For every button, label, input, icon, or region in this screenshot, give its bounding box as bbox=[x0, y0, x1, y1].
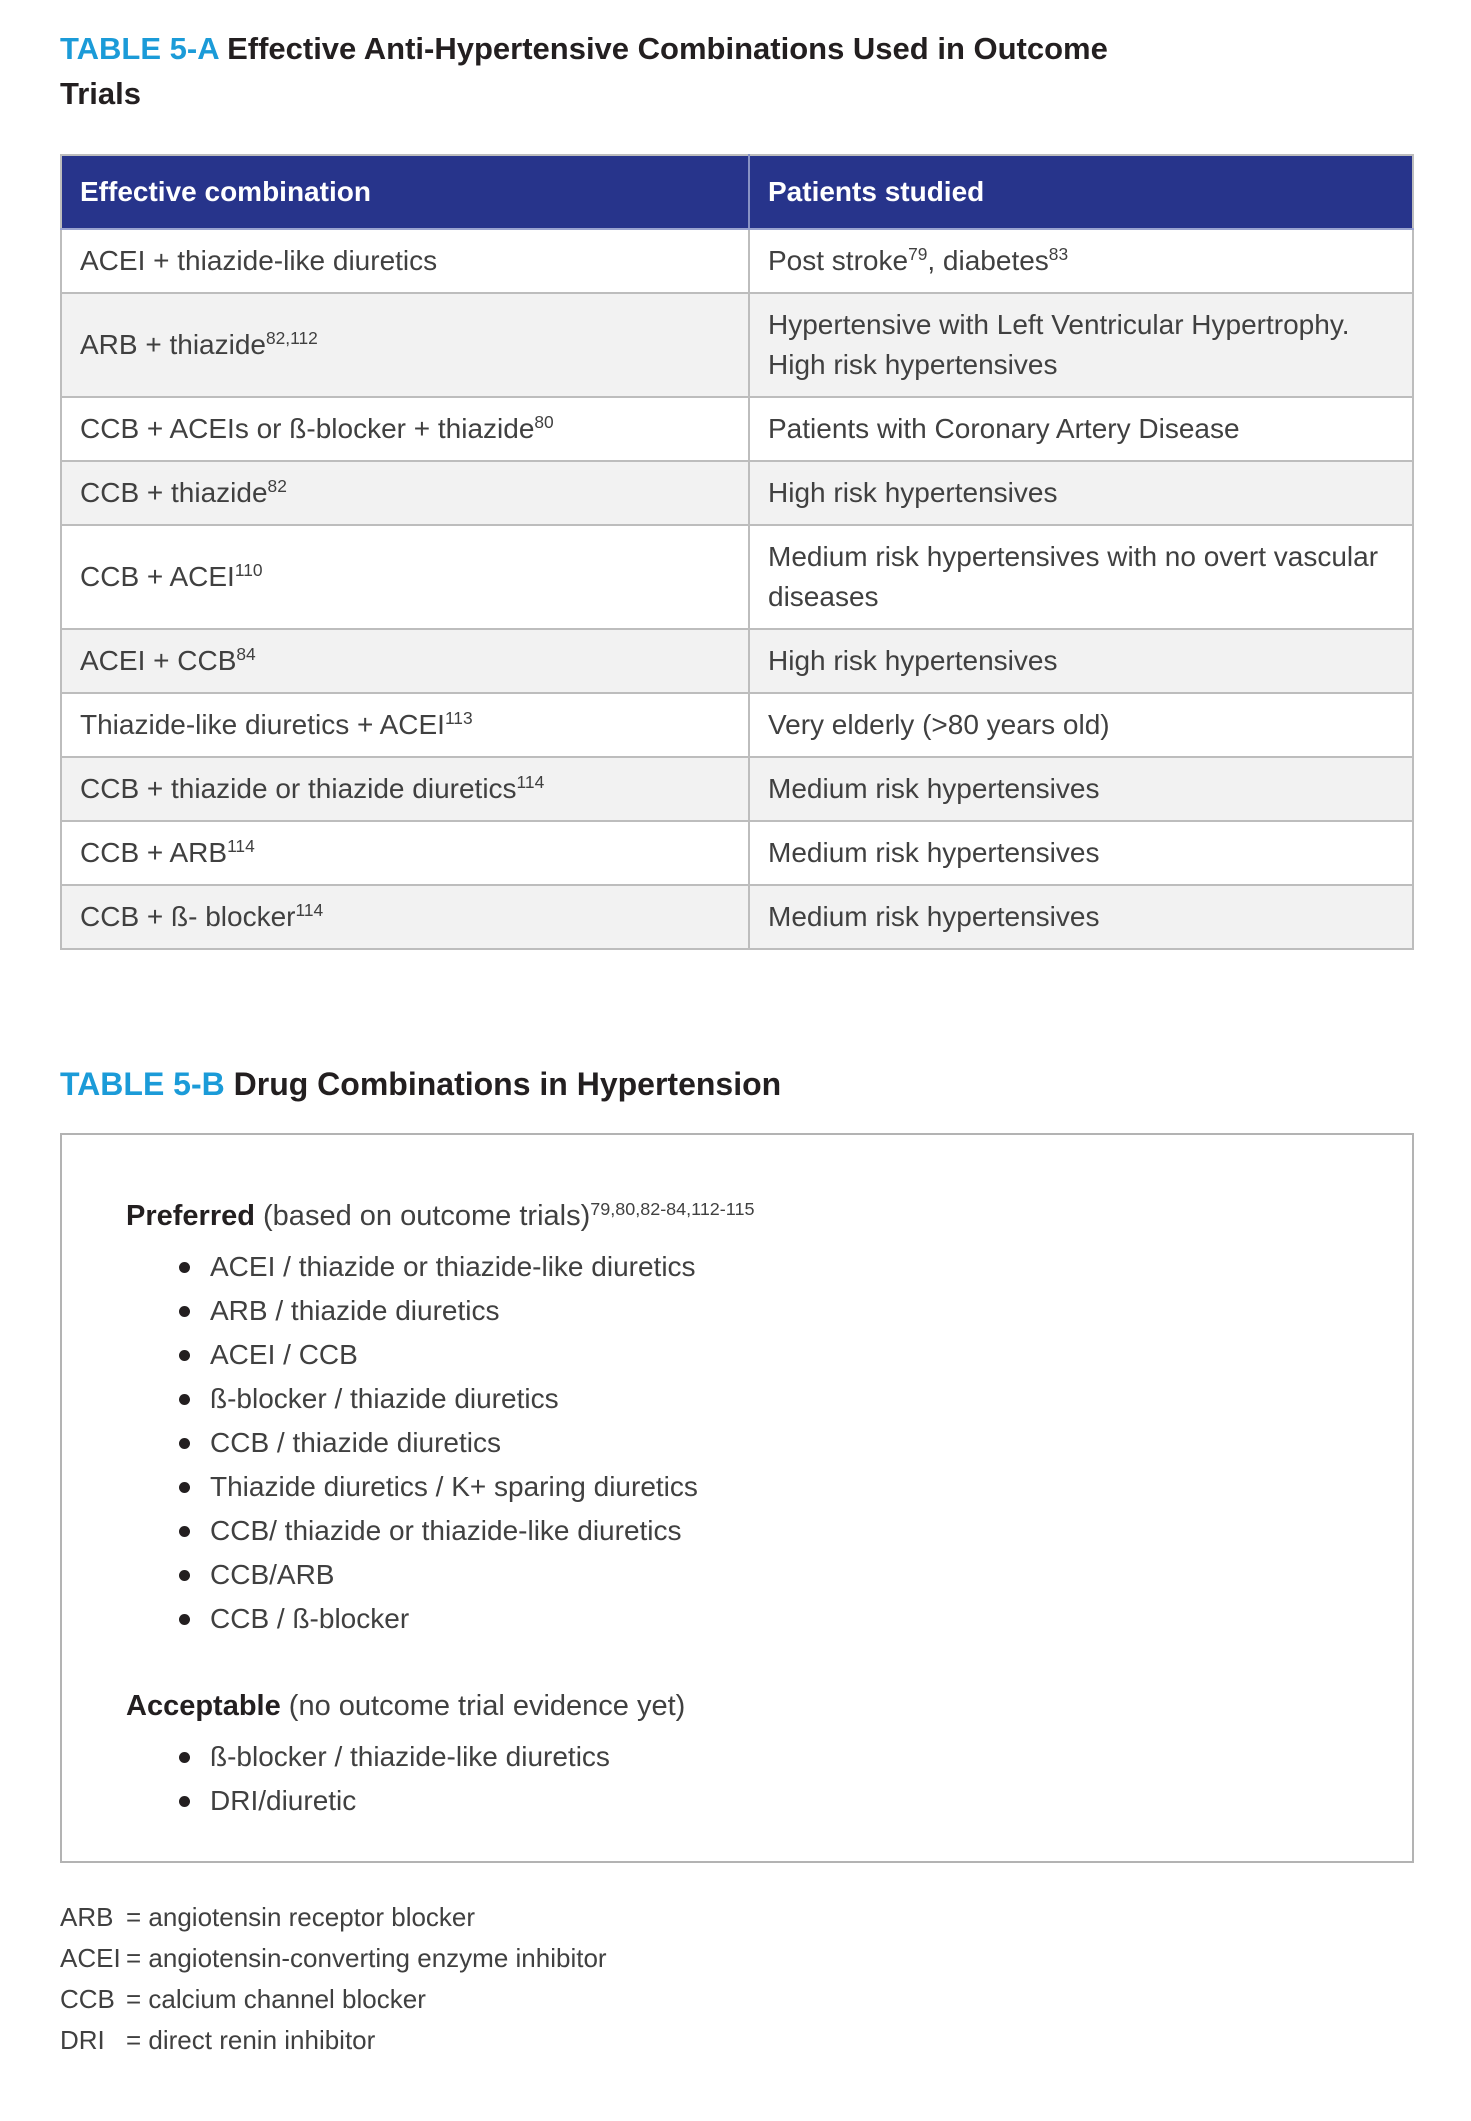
content-area bbox=[60, 0, 1414, 2061]
table-b-title: Drug Combinations in Hypertension bbox=[233, 1066, 782, 1102]
combo-list-item: Thiazide diuretics / K+ sparing diuretics bbox=[174, 1465, 1388, 1509]
table-header-row bbox=[61, 155, 1413, 229]
combo-list-item: ACEI / CCB bbox=[174, 1333, 1388, 1377]
reference-superscript: 80 bbox=[534, 412, 554, 433]
table-b-heading bbox=[60, 1062, 1414, 1107]
patients-cell: Hypertensive with Left Ventricular Hypertrophy. High risk hypertensives bbox=[749, 293, 1413, 397]
abbreviation-footnotes bbox=[60, 1897, 1414, 2061]
combo-list-item: ACEI / thiazide or thiazide-like diuretics bbox=[174, 1245, 1388, 1289]
footnote-row bbox=[60, 1897, 1414, 1938]
col-header-patients-studied: Patients studied bbox=[749, 155, 1413, 229]
combination-cell: CCB + ACEIs or ß-blocker + thiazide$^{80}$ bbox=[61, 397, 749, 461]
reference-superscript: 113 bbox=[444, 708, 473, 729]
combination-cell: CCB + $ARB^{114}$ bbox=[61, 821, 749, 885]
footnote-abbr: DRI bbox=[60, 2025, 105, 2055]
table-a-heading bbox=[60, 0, 1120, 116]
table-a-body bbox=[61, 229, 1413, 949]
section-heading bbox=[126, 1687, 1388, 1725]
footnote-row bbox=[60, 2020, 1414, 2061]
section-heading-term: Acceptable bbox=[126, 1690, 281, 1722]
reference-superscript: 82,112 bbox=[266, 328, 318, 349]
reference-superscript: 114 bbox=[227, 836, 255, 857]
reference-superscript: 84 bbox=[236, 644, 256, 665]
footnote-definition: = direct renin inhibitor bbox=[126, 2025, 376, 2055]
combo-section bbox=[126, 1197, 1388, 1641]
combination-cell: CCB + thiazide$^{82}$ bbox=[61, 461, 749, 525]
reference-superscript: 79 bbox=[908, 244, 928, 265]
table-b-label: TABLE 5-B bbox=[60, 1066, 225, 1102]
drug-combinations-box bbox=[60, 1133, 1414, 1863]
combo-list-item: CCB / thiazide diuretics bbox=[174, 1421, 1388, 1465]
combination-cell: CCB + thiazide or thiazide diuretics$^{114}$ bbox=[61, 757, 749, 821]
footnote-abbr: ACEI bbox=[60, 1943, 121, 1973]
table-row bbox=[61, 757, 1413, 821]
reference-superscript: 114 bbox=[295, 900, 324, 921]
combination-cell: CCB + ß- blocker$^{114}$ bbox=[61, 885, 749, 949]
reference-superscript: 110 bbox=[234, 560, 263, 581]
section-heading bbox=[126, 1197, 1388, 1235]
combination-cell: ACEI + $CCB^{84}$ bbox=[61, 629, 749, 693]
effective-combinations-table bbox=[60, 154, 1414, 950]
table-a-title: Effective Anti-Hypertensive Combinations Used in Outcome Trials bbox=[60, 31, 1108, 111]
combo-list-item: CCB/ARB bbox=[174, 1553, 1388, 1597]
patients-cell: Medium risk hypertensives bbox=[749, 757, 1413, 821]
reference-superscript: 114 bbox=[516, 772, 545, 793]
combo-list-item: CCB / ß-blocker bbox=[174, 1597, 1388, 1641]
table-row bbox=[61, 885, 1413, 949]
combo-list-item: ARB / thiazide diuretics bbox=[174, 1289, 1388, 1333]
patients-cell: Medium risk hypertensives bbox=[749, 885, 1413, 949]
section-heading-term: Preferred bbox=[126, 1200, 255, 1232]
patients-cell: Medium risk hypertensives with no overt vascular diseases bbox=[749, 525, 1413, 629]
combo-section bbox=[126, 1687, 1388, 1823]
combination-cell: ACEI + thiazide-like diuretics bbox=[61, 229, 749, 293]
footnote-row bbox=[60, 1938, 1414, 1979]
patients-cell: Post stroke$^{79}$, diabetes$^{83}$ bbox=[749, 229, 1413, 293]
footnote-abbr: ARB bbox=[60, 1902, 114, 1932]
section-heading-note: (based on outcome trials)$^{79,80,82-84,112-115}$ bbox=[254, 1199, 755, 1232]
combo-list-item: DRI/diuretic bbox=[174, 1779, 1388, 1823]
reference-superscript: 82 bbox=[267, 476, 287, 497]
table-row bbox=[61, 525, 1413, 629]
col-header-effective-combination: Effective combination bbox=[61, 155, 749, 229]
table-row bbox=[61, 629, 1413, 693]
combination-cell: CCB + $ACEI^{110}$ bbox=[61, 525, 749, 629]
section-heading-note: (no outcome trial evidence yet) bbox=[280, 1690, 686, 1722]
combo-list-item: ß-blocker / thiazide diuretics bbox=[174, 1377, 1388, 1421]
table-row bbox=[61, 229, 1413, 293]
table-row bbox=[61, 461, 1413, 525]
patients-cell: High risk hypertensives bbox=[749, 461, 1413, 525]
patients-cell: Very elderly (>80 years old) bbox=[749, 693, 1413, 757]
table-a-label: TABLE 5-A bbox=[60, 31, 219, 66]
reference-superscript: 83 bbox=[1048, 244, 1069, 265]
table-row bbox=[61, 693, 1413, 757]
combo-list-item: CCB/ thiazide or thiazide-like diuretics bbox=[174, 1509, 1388, 1553]
combo-list bbox=[174, 1735, 1388, 1823]
reference-superscript: 79,80,82-84,112-115 bbox=[590, 1199, 755, 1220]
patients-cell: Patients with Coronary Artery Disease bbox=[749, 397, 1413, 461]
combo-list bbox=[174, 1245, 1388, 1641]
footnote-definition: = calcium channel blocker bbox=[126, 1984, 426, 2014]
footnote-abbr: CCB bbox=[60, 1984, 115, 2014]
combination-cell: ARB + thiazide$^{82,112}$ bbox=[61, 293, 749, 397]
footnote-row bbox=[60, 1979, 1414, 2020]
footnote-definition: = angiotensin-converting enzyme inhibitor bbox=[126, 1943, 607, 1973]
patients-cell: High risk hypertensives bbox=[749, 629, 1413, 693]
patients-cell: Medium risk hypertensives bbox=[749, 821, 1413, 885]
combination-cell: Thiazide-like diuretics + $ACEI^{113}$ bbox=[61, 693, 749, 757]
table-row bbox=[61, 293, 1413, 397]
footnote-definition: = angiotensin receptor blocker bbox=[126, 1902, 476, 1932]
table-row bbox=[61, 397, 1413, 461]
combo-list-item: ß-blocker / thiazide-like diuretics bbox=[174, 1735, 1388, 1779]
table-row bbox=[61, 821, 1413, 885]
